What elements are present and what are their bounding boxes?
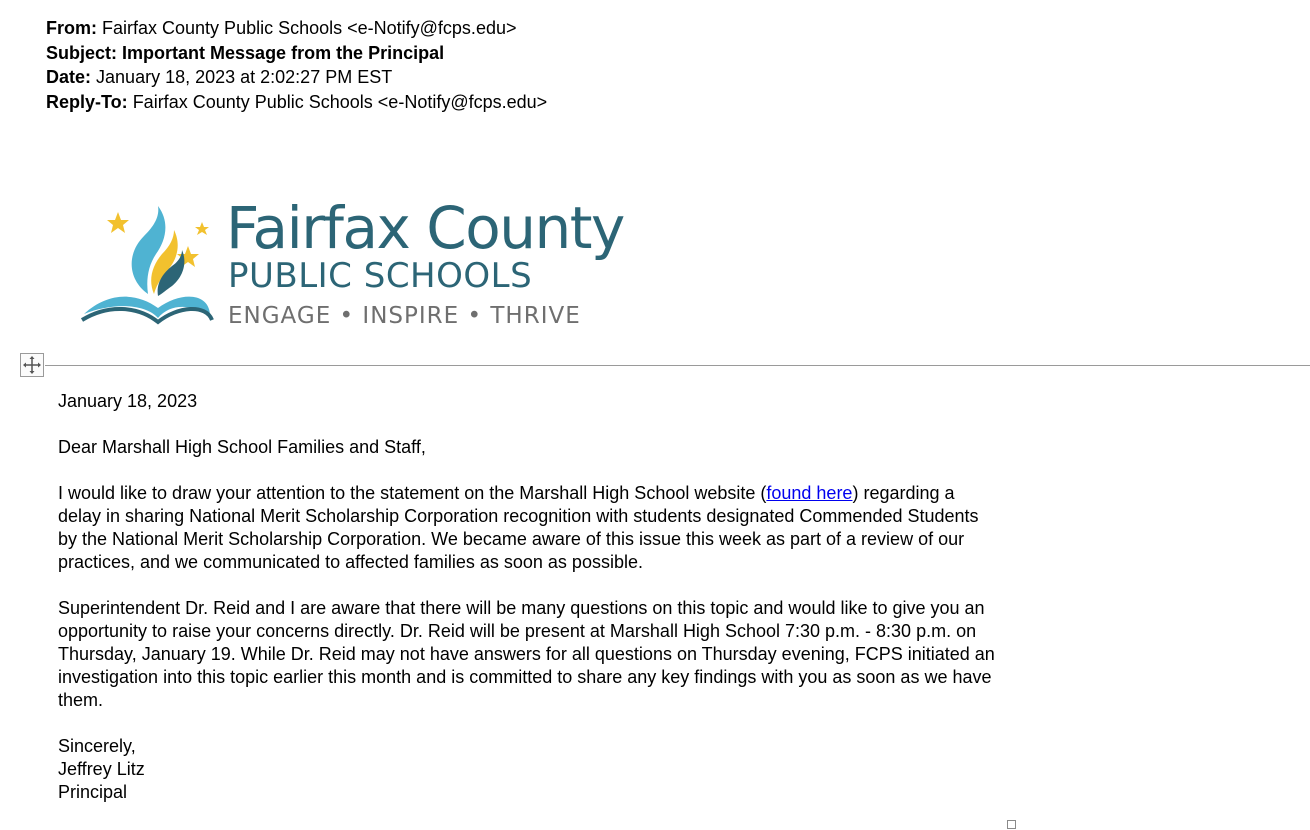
star-icon [195,222,209,235]
signer-title: Principal [58,782,128,802]
letter-paragraph-1 [58,482,998,574]
email-header [46,16,547,114]
date-value: January 18, 2023 at 2:02:27 PM EST [96,67,393,88]
move-arrows-icon [21,354,43,376]
found-here-link[interactable]: found here [766,483,853,503]
date-row [46,65,547,90]
logo-title: Fairfax County [226,194,624,262]
reply-to-label: Reply-To: [46,91,128,112]
subject-row [46,41,547,66]
letter-closing: Sincerely, [58,736,136,756]
paragraph-1-text-a: I would like to draw your attention to the statement on the Marshall High School website ( [58,483,767,503]
letter-body [58,390,998,804]
star-icon [107,212,129,233]
paragraph-1-text-b: ) regarding a delay in sharing National Merit Scholarship Corporation recognition with students designated Commended Students by the National Merit Scholarship Corporation. We became aware of this issue this week as part of a review of our practices, and we communicated to affected families as soon as possible. [58,483,979,572]
table-move-handle[interactable] [20,353,44,377]
logo-tagline: ENGAGE • INSPIRE • THRIVE [228,303,581,329]
book-flame-emblem-icon [78,196,218,326]
letter-paragraph-2: Superintendent Dr. Reid and I are aware that there will be many questions on this topic and would like to give you an opportunity to raise your concerns directly. Dr. Reid will be present at Marshall High School 7:30 p.m. - 8:30 p.m. on Thursday, January 19. While Dr. Reid may not have answers for all questions on Thursday evening, FCPS initiated an investigation into this topic earlier this month and is committed to share any key findings with you as soon as we have them. [58,598,995,710]
logo-subtitle: PUBLIC SCHOOLS [228,256,533,296]
from-label: From: [46,18,97,38]
from-value: Fairfax County Public Schools <e-Notify@fcps.edu> [102,18,517,38]
letter-date: January 18, 2023 [58,391,198,411]
subject-label: Subject: [46,42,118,63]
letter-greeting: Dear Marshall High School Families and Staff, [58,437,426,457]
from-row [46,16,547,41]
table-resize-handle[interactable] [1007,820,1016,829]
fcps-logo [78,194,624,332]
reply-to-row [46,90,547,115]
horizontal-divider [45,365,1310,366]
subject-value: Important Message from the Principal [122,42,445,63]
date-label: Date: [46,67,92,88]
reply-to-value: Fairfax County Public Schools <e-Notify@fcps.edu> [132,91,548,112]
signer-name: Jeffrey Litz [58,759,145,779]
